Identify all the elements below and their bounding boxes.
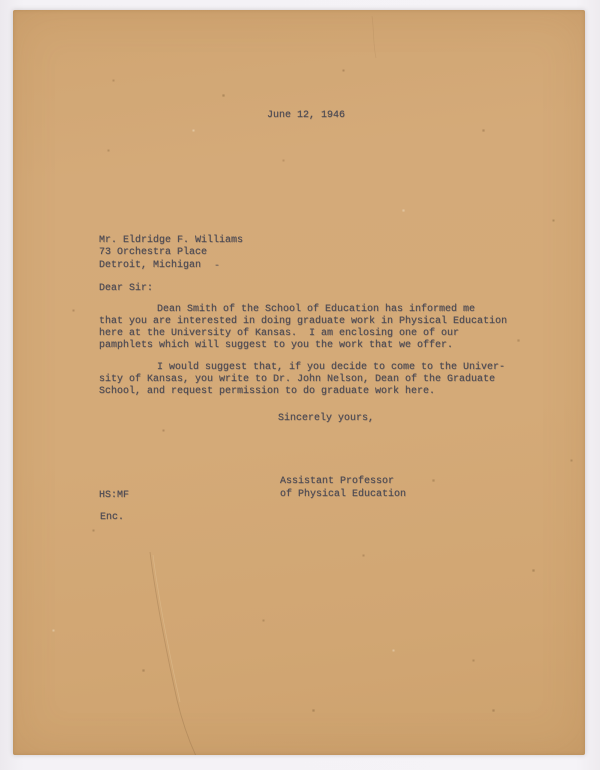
letter-paper [13, 10, 585, 755]
p1-line-1: Dean Smith of the School of Education has informed me [157, 304, 476, 315]
p2-line-1: I would suggest that, if you decide to come to the Univer- [157, 362, 506, 373]
signature-title-line-1: Assistant Professor [280, 476, 395, 487]
p1-line-2: that you are interested in doing graduate work in Physical Education [99, 316, 508, 327]
p1-line-4: pamphlets which will suggest to you the work that we offer. [99, 340, 454, 351]
date-line: June 12, 1946 [267, 110, 346, 121]
stray-typewriter-mark: - [214, 261, 221, 272]
salutation: Dear Sir: [99, 283, 154, 294]
p2-line-3: School, and request permission to do graduate work here. [99, 386, 436, 397]
signature-title-line-2: of Physical Education [280, 489, 407, 500]
paper-texture-specks [13, 10, 14, 11]
recipient-city: Detroit, Michigan [99, 260, 202, 271]
recipient-name: Mr. Eldridge F. Williams [99, 235, 244, 246]
enclosure-notation: Enc. [100, 512, 125, 523]
recipient-street: 73 Orchestra Place [99, 247, 208, 258]
p1-line-3: here at the University of Kansas. I am enclosing one of our [99, 328, 460, 339]
p2-line-2: sity of Kansas, you write to Dr. John Nelson, Dean of the Graduate [99, 374, 496, 385]
typist-reference-initials: HS:MF [99, 490, 130, 501]
closing-line: Sincerely yours, [278, 413, 375, 424]
